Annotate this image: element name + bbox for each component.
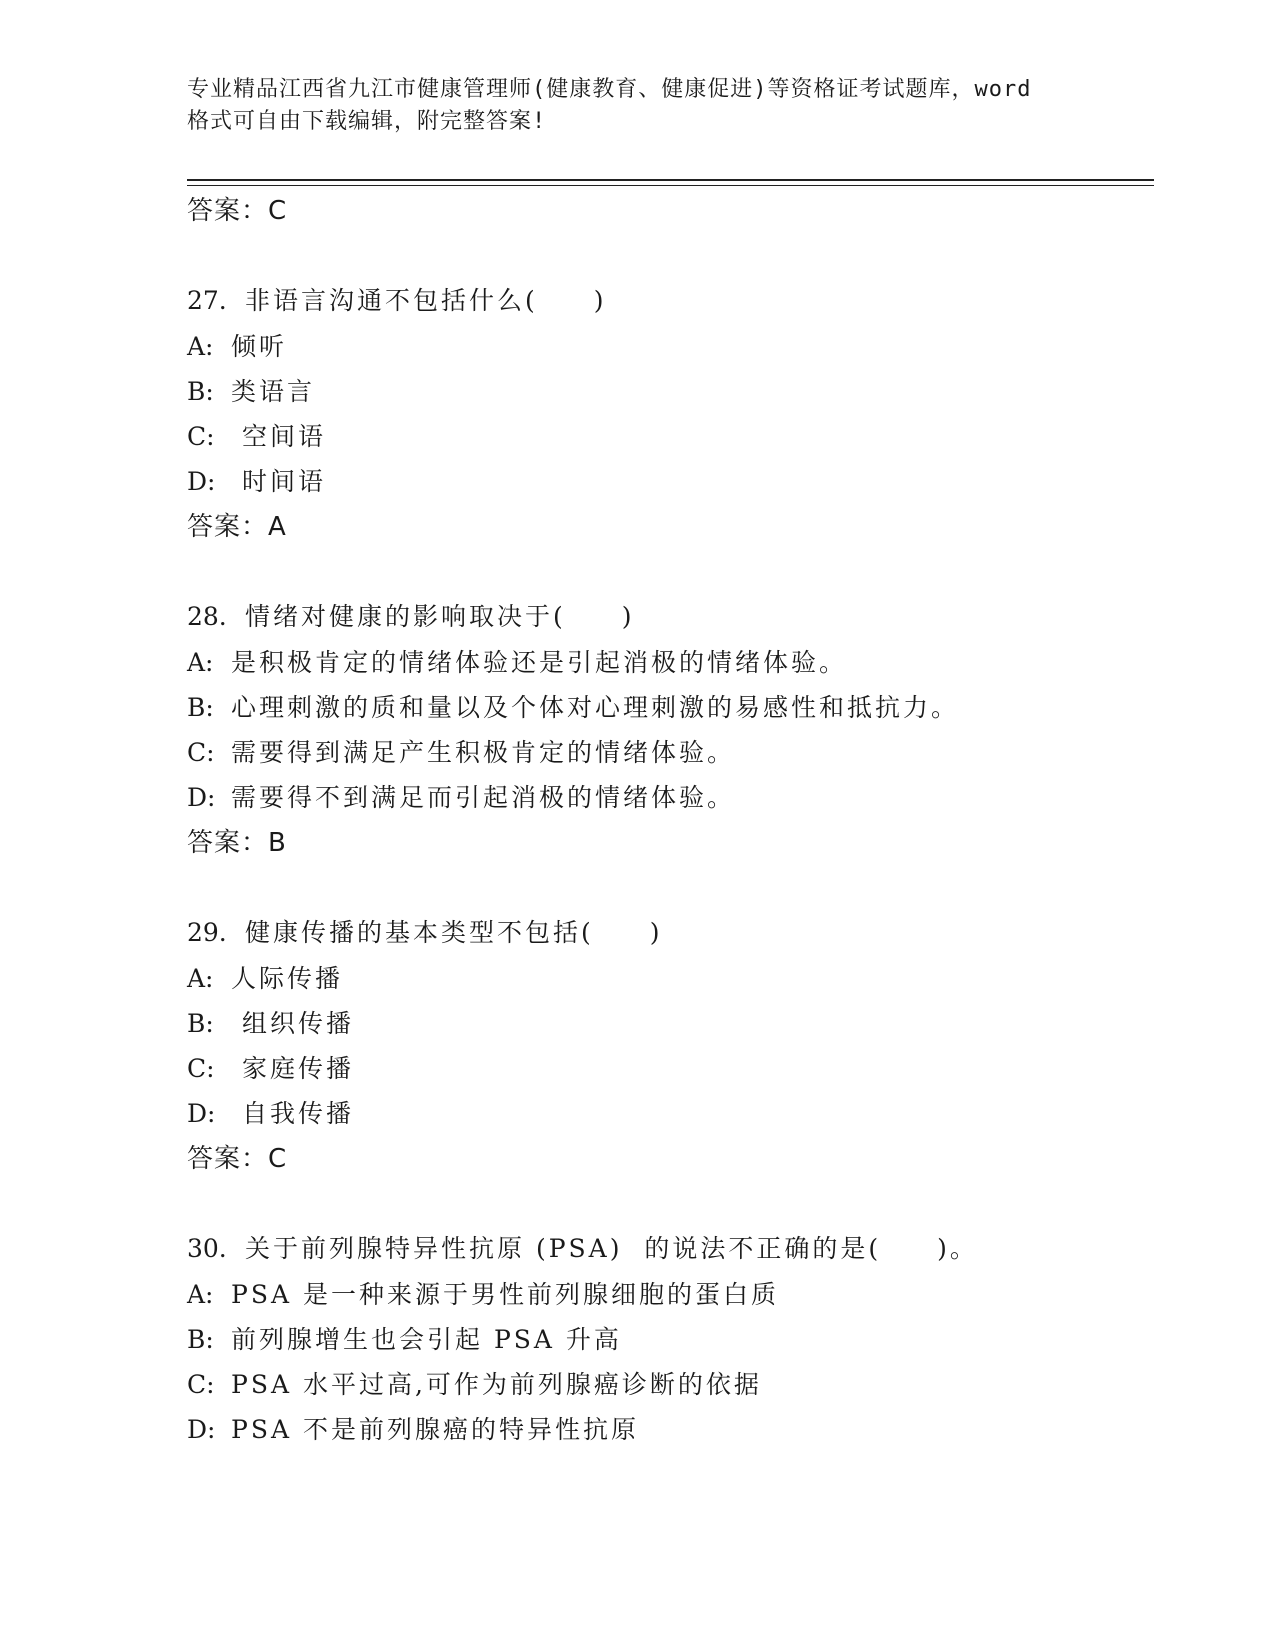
option-d [187,1407,1147,1452]
answer-value: C [268,1144,288,1174]
option-c [187,1046,1147,1091]
option-text: 人际传播 [231,964,344,993]
option-text: 需要得到满足产生积极肯定的情绪体验。 [231,738,736,767]
option-key: C: [187,422,215,451]
question-item [187,594,1147,866]
option-key: A: [187,332,214,361]
option-d [187,459,1147,504]
option-key: A: [187,1280,214,1309]
option-key: B: [187,377,214,406]
answer-line [187,188,1147,234]
option-a [187,324,1147,369]
question-text: 情绪对健康的影响取决于( ) [245,602,635,631]
option-c [187,730,1147,775]
option-text: 倾听 [231,332,288,361]
question-text: 健康传播的基本类型不包括( ) [245,918,663,947]
answer-value: B [268,828,287,858]
option-c [187,414,1147,459]
option-key: D: [187,467,216,496]
option-a [187,956,1147,1001]
option-key: C: [187,1370,215,1399]
question-number: 30. [187,1234,227,1263]
option-b [187,685,1147,730]
option-text: 组织传播 [231,1009,354,1038]
option-text: 空间语 [231,422,326,451]
answer-label: 答案： [187,512,269,542]
question-number: 29. [187,918,227,947]
option-text: 类语言 [231,377,316,406]
option-text: PSA 水平过高,可作为前列腺癌诊断的依据 [231,1370,762,1399]
option-text: 家庭传播 [231,1054,354,1083]
option-text: PSA 不是前列腺癌的特异性抗原 [231,1415,639,1444]
option-text: 是积极肯定的情绪体验还是引起消极的情绪体验。 [231,648,848,677]
option-b [187,369,1147,414]
header-line-2: 格式可自由下载编辑，附完整答案! [187,109,547,134]
option-text: PSA 是一种来源于男性前列腺细胞的蛋白质 [231,1280,779,1309]
option-key: B: [187,1009,214,1038]
option-key: B: [187,693,214,722]
option-text: 心理刺激的质和量以及个体对心理刺激的易感性和抵抗力。 [231,693,960,722]
option-key: D: [187,1415,216,1444]
header-line-1: 专业精品江西省九江市健康管理师(健康教育、健康促进)等资格证考试题库，word [187,77,1032,102]
option-text: 前列腺增生也会引起 PSA 升高 [231,1325,622,1354]
option-b [187,1317,1147,1362]
question-text: 关于前列腺特异性抗原 (PSA) 的说法不正确的是( )。 [245,1234,978,1263]
question-number: 28. [187,602,227,631]
option-key: D: [187,783,216,812]
option-key: A: [187,964,214,993]
question-item [187,278,1147,550]
answer-label: 答案： [187,1144,269,1174]
option-a [187,1272,1147,1317]
option-c [187,1362,1147,1407]
option-a [187,640,1147,685]
option-text: 自我传播 [231,1099,354,1128]
question-number: 27. [187,286,227,315]
option-text: 需要得不到满足而引起消极的情绪体验。 [231,783,736,812]
answer-value: A [268,512,287,542]
option-key: D: [187,1099,216,1128]
answer-line [187,504,1147,550]
header-divider [187,179,1154,186]
option-key: B: [187,1325,214,1354]
option-key: A: [187,648,214,677]
question-stem [187,594,1147,640]
option-b [187,1001,1147,1046]
question-item [187,910,1147,1182]
question-stem [187,910,1147,956]
option-key: C: [187,738,215,767]
question-text: 非语言沟通不包括什么( ) [245,286,607,315]
answer-line [187,820,1147,866]
question-list [187,188,1147,1452]
question-stem [187,1226,1147,1272]
option-d [187,1091,1147,1136]
answer-value: C [268,196,288,226]
answer-line [187,1136,1147,1182]
question-stem [187,278,1147,324]
option-key: C: [187,1054,215,1083]
page-header [187,74,1087,138]
answer-label: 答案： [187,196,269,226]
option-text: 时间语 [231,467,326,496]
answer-label: 答案： [187,828,269,858]
option-d [187,775,1147,820]
question-item [187,1226,1147,1452]
